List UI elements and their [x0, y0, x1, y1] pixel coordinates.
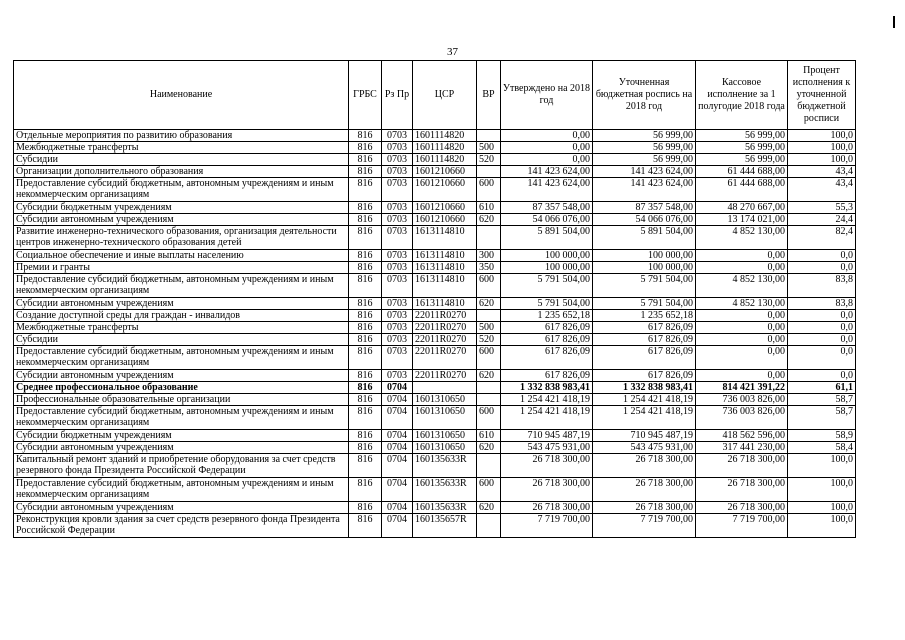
cell-csr: 1601210660	[413, 166, 477, 178]
cell-vr: 300	[477, 250, 501, 262]
cell-csr: 160135633R	[413, 478, 477, 502]
cell-csr: 1613114810	[413, 274, 477, 298]
column-header-rzpr: Рз Пр	[382, 61, 413, 130]
cell-grbs: 816	[349, 262, 382, 274]
column-header-percent: Процент исполнения к уточненной бюджетной росписи	[788, 61, 856, 130]
cell-refined: 87 357 548,00	[593, 202, 696, 214]
column-header-cash: Кассовое исполнение за 1 полугодие 2018 года	[696, 61, 788, 130]
cell-approved: 87 357 548,00	[501, 202, 593, 214]
cell-name: Среднее профессиональное образование	[14, 382, 349, 394]
cell-cash: 0,00	[696, 370, 788, 382]
table-row	[14, 298, 856, 310]
cell-rzpr: 0704	[382, 478, 413, 502]
cell-name: Капитальный ремонт зданий и приобретение оборудования за счет средств резервного фонда Президента Российской Федерации	[14, 454, 349, 478]
cell-rzpr: 0703	[382, 310, 413, 322]
cell-vr	[477, 394, 501, 406]
cell-name: Организации дополнительного образования	[14, 166, 349, 178]
cell-percent: 0,0	[788, 334, 856, 346]
table-row	[14, 382, 856, 394]
cell-refined: 26 718 300,00	[593, 454, 696, 478]
table-row	[14, 142, 856, 154]
cell-grbs: 816	[349, 130, 382, 142]
cell-approved: 7 719 700,00	[501, 514, 593, 538]
cell-refined: 543 475 931,00	[593, 442, 696, 454]
cell-csr: 160135657R	[413, 514, 477, 538]
cell-cash: 48 270 667,00	[696, 202, 788, 214]
cell-rzpr: 0703	[382, 226, 413, 250]
cell-csr: 160135633R	[413, 502, 477, 514]
cell-cash: 56 999,00	[696, 142, 788, 154]
cell-refined: 1 332 838 983,41	[593, 382, 696, 394]
cell-name: Межбюджетные трансферты	[14, 142, 349, 154]
cell-name: Субсидии автономным учреждениям	[14, 298, 349, 310]
cell-refined: 141 423 624,00	[593, 166, 696, 178]
cell-rzpr: 0703	[382, 370, 413, 382]
cell-cash: 61 444 688,00	[696, 166, 788, 178]
cell-refined: 5 791 504,00	[593, 274, 696, 298]
cell-vr: 600	[477, 478, 501, 502]
cell-vr	[477, 382, 501, 394]
table-row	[14, 430, 856, 442]
cell-approved: 1 254 421 418,19	[501, 394, 593, 406]
cell-grbs: 816	[349, 250, 382, 262]
cell-name: Межбюджетные трансферты	[14, 322, 349, 334]
cell-name: Премии и гранты	[14, 262, 349, 274]
cell-approved: 141 423 624,00	[501, 178, 593, 202]
cell-percent: 43,4	[788, 178, 856, 202]
cell-cash: 56 999,00	[696, 130, 788, 142]
table-row	[14, 334, 856, 346]
cell-refined: 56 999,00	[593, 130, 696, 142]
cell-cash: 814 421 391,22	[696, 382, 788, 394]
cell-rzpr: 0703	[382, 130, 413, 142]
cell-cash: 7 719 700,00	[696, 514, 788, 538]
cell-rzpr: 0703	[382, 202, 413, 214]
cell-rzpr: 0703	[382, 346, 413, 370]
cell-percent: 43,4	[788, 166, 856, 178]
cell-rzpr: 0703	[382, 166, 413, 178]
cell-vr: 600	[477, 346, 501, 370]
cell-grbs: 816	[349, 226, 382, 250]
table-row	[14, 454, 856, 478]
cell-refined: 100 000,00	[593, 250, 696, 262]
cell-grbs: 816	[349, 214, 382, 226]
cell-grbs: 816	[349, 514, 382, 538]
cell-csr: 1613114810	[413, 226, 477, 250]
cell-refined: 617 826,09	[593, 346, 696, 370]
cell-vr	[477, 514, 501, 538]
cell-percent: 0,0	[788, 310, 856, 322]
cell-rzpr: 0703	[382, 334, 413, 346]
cell-vr: 620	[477, 442, 501, 454]
cell-rzpr: 0704	[382, 442, 413, 454]
cell-name: Предоставление субсидий бюджетным, автономным учреждениям и иным некоммерческим организациям	[14, 274, 349, 298]
cell-percent: 58,4	[788, 442, 856, 454]
cell-grbs: 816	[349, 442, 382, 454]
cell-percent: 55,3	[788, 202, 856, 214]
cell-approved: 543 475 931,00	[501, 442, 593, 454]
table-row	[14, 226, 856, 250]
cell-approved: 617 826,09	[501, 370, 593, 382]
cell-vr	[477, 454, 501, 478]
cell-grbs: 816	[349, 202, 382, 214]
cell-rzpr: 0704	[382, 406, 413, 430]
table-row	[14, 514, 856, 538]
cell-refined: 617 826,09	[593, 370, 696, 382]
table-row	[14, 250, 856, 262]
cell-percent: 100,0	[788, 514, 856, 538]
cell-approved: 5 791 504,00	[501, 274, 593, 298]
cell-cash: 26 718 300,00	[696, 502, 788, 514]
cell-vr	[477, 226, 501, 250]
cell-cash: 418 562 596,00	[696, 430, 788, 442]
cell-rzpr: 0704	[382, 454, 413, 478]
cell-csr	[413, 382, 477, 394]
cell-name: Субсидии автономным учреждениям	[14, 214, 349, 226]
cell-grbs: 816	[349, 154, 382, 166]
table-row	[14, 406, 856, 430]
cell-percent: 100,0	[788, 478, 856, 502]
column-header-name: Наименование	[14, 61, 349, 130]
cell-name: Реконструкция кровли здания за счет средств резервного фонда Президента Российской Федерации	[14, 514, 349, 538]
cell-name: Субсидии бюджетным учреждениям	[14, 202, 349, 214]
cell-percent: 0,0	[788, 250, 856, 262]
cell-vr	[477, 310, 501, 322]
cell-approved: 100 000,00	[501, 250, 593, 262]
cell-rzpr: 0704	[382, 514, 413, 538]
cell-approved: 141 423 624,00	[501, 166, 593, 178]
cell-percent: 0,0	[788, 262, 856, 274]
cell-percent: 100,0	[788, 154, 856, 166]
cell-grbs: 816	[349, 382, 382, 394]
cell-name: Социальное обеспечение и иные выплаты населению	[14, 250, 349, 262]
cell-grbs: 816	[349, 298, 382, 310]
table-row	[14, 274, 856, 298]
cell-cash: 56 999,00	[696, 154, 788, 166]
cell-approved: 26 718 300,00	[501, 502, 593, 514]
cell-csr: 1601210660	[413, 178, 477, 202]
cell-approved: 26 718 300,00	[501, 478, 593, 502]
cell-csr: 1613114810	[413, 298, 477, 310]
cell-cash: 61 444 688,00	[696, 178, 788, 202]
cell-cash: 0,00	[696, 346, 788, 370]
cell-percent: 82,4	[788, 226, 856, 250]
table-row	[14, 346, 856, 370]
cell-cash: 26 718 300,00	[696, 454, 788, 478]
table-row	[14, 166, 856, 178]
cell-grbs: 816	[349, 502, 382, 514]
cell-cash: 736 003 826,00	[696, 406, 788, 430]
cell-csr: 1601310650	[413, 406, 477, 430]
cell-percent: 61,1	[788, 382, 856, 394]
cell-vr: 350	[477, 262, 501, 274]
cell-percent: 58,7	[788, 406, 856, 430]
column-header-grbs: ГРБС	[349, 61, 382, 130]
cell-percent: 83,8	[788, 274, 856, 298]
cell-percent: 58,9	[788, 430, 856, 442]
cell-grbs: 816	[349, 142, 382, 154]
cell-grbs: 816	[349, 166, 382, 178]
margin-mark	[893, 16, 895, 28]
cell-rzpr: 0703	[382, 142, 413, 154]
cell-percent: 100,0	[788, 142, 856, 154]
table-row	[14, 502, 856, 514]
cell-refined: 26 718 300,00	[593, 478, 696, 502]
cell-csr: 1613114810	[413, 250, 477, 262]
cell-cash: 4 852 130,00	[696, 274, 788, 298]
cell-name: Создание доступной среды для граждан - инвалидов	[14, 310, 349, 322]
cell-cash: 4 852 130,00	[696, 226, 788, 250]
table-row	[14, 202, 856, 214]
cell-name: Профессиональные образовательные организации	[14, 394, 349, 406]
cell-name: Предоставление субсидий бюджетным, автономным учреждениям и иным некоммерческим организациям	[14, 346, 349, 370]
cell-cash: 0,00	[696, 334, 788, 346]
page-number: 37	[447, 46, 458, 58]
cell-grbs: 816	[349, 346, 382, 370]
cell-refined: 1 254 421 418,19	[593, 406, 696, 430]
cell-approved: 617 826,09	[501, 334, 593, 346]
cell-vr: 600	[477, 274, 501, 298]
cell-rzpr: 0703	[382, 214, 413, 226]
cell-vr: 620	[477, 502, 501, 514]
cell-percent: 100,0	[788, 502, 856, 514]
column-header-vr: ВР	[477, 61, 501, 130]
cell-vr: 600	[477, 406, 501, 430]
cell-vr: 610	[477, 202, 501, 214]
table-row	[14, 442, 856, 454]
table-row	[14, 178, 856, 202]
table-header-row	[14, 61, 856, 130]
cell-cash: 0,00	[696, 310, 788, 322]
cell-grbs: 816	[349, 430, 382, 442]
cell-refined: 710 945 487,19	[593, 430, 696, 442]
cell-csr: 1601310650	[413, 394, 477, 406]
cell-refined: 56 999,00	[593, 154, 696, 166]
cell-csr: 22011R0270	[413, 310, 477, 322]
cell-refined: 1 235 652,18	[593, 310, 696, 322]
cell-percent: 83,8	[788, 298, 856, 310]
cell-approved: 1 235 652,18	[501, 310, 593, 322]
cell-csr: 1601310650	[413, 442, 477, 454]
cell-vr: 520	[477, 334, 501, 346]
cell-name: Предоставление субсидий бюджетным, автономным учреждениям и иным некоммерческим организациям	[14, 406, 349, 430]
cell-rzpr: 0703	[382, 322, 413, 334]
cell-grbs: 816	[349, 478, 382, 502]
cell-cash: 0,00	[696, 262, 788, 274]
cell-vr: 520	[477, 154, 501, 166]
cell-name: Субсидии	[14, 154, 349, 166]
cell-percent: 0,0	[788, 346, 856, 370]
cell-refined: 141 423 624,00	[593, 178, 696, 202]
cell-name: Субсидии бюджетным учреждениям	[14, 430, 349, 442]
cell-csr: 22011R0270	[413, 334, 477, 346]
cell-csr: 22011R0270	[413, 322, 477, 334]
cell-csr: 1601210660	[413, 214, 477, 226]
cell-cash: 317 441 230,00	[696, 442, 788, 454]
cell-approved: 710 945 487,19	[501, 430, 593, 442]
cell-rzpr: 0704	[382, 394, 413, 406]
cell-grbs: 816	[349, 334, 382, 346]
cell-refined: 7 719 700,00	[593, 514, 696, 538]
cell-grbs: 816	[349, 274, 382, 298]
cell-vr: 620	[477, 214, 501, 226]
cell-vr	[477, 130, 501, 142]
cell-grbs: 816	[349, 178, 382, 202]
cell-percent: 100,0	[788, 130, 856, 142]
cell-approved: 617 826,09	[501, 346, 593, 370]
cell-cash: 13 174 021,00	[696, 214, 788, 226]
cell-grbs: 816	[349, 322, 382, 334]
cell-csr: 1601310650	[413, 430, 477, 442]
cell-approved: 617 826,09	[501, 322, 593, 334]
cell-vr: 500	[477, 142, 501, 154]
cell-rzpr: 0704	[382, 382, 413, 394]
cell-refined: 617 826,09	[593, 334, 696, 346]
cell-name: Субсидии	[14, 334, 349, 346]
cell-grbs: 816	[349, 406, 382, 430]
cell-grbs: 816	[349, 370, 382, 382]
cell-csr: 1601114820	[413, 154, 477, 166]
column-header-approved: Утверждено на 2018 год	[501, 61, 593, 130]
column-header-csr: ЦСР	[413, 61, 477, 130]
cell-approved: 0,00	[501, 154, 593, 166]
cell-vr: 500	[477, 322, 501, 334]
cell-vr	[477, 166, 501, 178]
cell-approved: 26 718 300,00	[501, 454, 593, 478]
cell-percent: 24,4	[788, 214, 856, 226]
cell-percent: 0,0	[788, 322, 856, 334]
cell-vr: 620	[477, 370, 501, 382]
cell-name: Предоставление субсидий бюджетным, автономным учреждениям и иным некоммерческим организациям	[14, 478, 349, 502]
cell-refined: 1 254 421 418,19	[593, 394, 696, 406]
cell-refined: 5 791 504,00	[593, 298, 696, 310]
table-row	[14, 130, 856, 142]
cell-approved: 1 332 838 983,41	[501, 382, 593, 394]
cell-refined: 617 826,09	[593, 322, 696, 334]
table-row	[14, 478, 856, 502]
cell-grbs: 816	[349, 454, 382, 478]
cell-approved: 100 000,00	[501, 262, 593, 274]
cell-rzpr: 0704	[382, 430, 413, 442]
table-row	[14, 310, 856, 322]
cell-cash: 736 003 826,00	[696, 394, 788, 406]
table-body	[14, 130, 856, 538]
table-row	[14, 214, 856, 226]
cell-grbs: 816	[349, 310, 382, 322]
table-row	[14, 322, 856, 334]
cell-rzpr: 0703	[382, 298, 413, 310]
cell-name: Предоставление субсидий бюджетным, автономным учреждениям и иным некоммерческим организациям	[14, 178, 349, 202]
cell-csr: 1601114820	[413, 130, 477, 142]
cell-vr: 610	[477, 430, 501, 442]
cell-rzpr: 0704	[382, 502, 413, 514]
cell-approved: 54 066 076,00	[501, 214, 593, 226]
table-row	[14, 370, 856, 382]
cell-refined: 5 891 504,00	[593, 226, 696, 250]
table-row	[14, 154, 856, 166]
cell-vr: 620	[477, 298, 501, 310]
cell-name: Субсидии автономным учреждениям	[14, 502, 349, 514]
cell-cash: 26 718 300,00	[696, 478, 788, 502]
cell-refined: 56 999,00	[593, 142, 696, 154]
cell-approved: 0,00	[501, 130, 593, 142]
cell-cash: 4 852 130,00	[696, 298, 788, 310]
cell-rzpr: 0703	[382, 178, 413, 202]
cell-cash: 0,00	[696, 322, 788, 334]
cell-refined: 100 000,00	[593, 262, 696, 274]
cell-csr: 22011R0270	[413, 370, 477, 382]
cell-refined: 26 718 300,00	[593, 502, 696, 514]
cell-csr: 1601114820	[413, 142, 477, 154]
cell-rzpr: 0703	[382, 262, 413, 274]
cell-vr: 600	[477, 178, 501, 202]
table-row	[14, 394, 856, 406]
cell-grbs: 816	[349, 394, 382, 406]
cell-rzpr: 0703	[382, 250, 413, 262]
cell-cash: 0,00	[696, 250, 788, 262]
cell-rzpr: 0703	[382, 154, 413, 166]
cell-name: Отдельные мероприятия по развитию образования	[14, 130, 349, 142]
cell-name: Субсидии автономным учреждениям	[14, 370, 349, 382]
column-header-refined: Уточненная бюджетная роспись на 2018 год	[593, 61, 696, 130]
cell-approved: 5 891 504,00	[501, 226, 593, 250]
budget-table	[13, 60, 856, 538]
cell-percent: 0,0	[788, 370, 856, 382]
cell-approved: 0,00	[501, 142, 593, 154]
table-row	[14, 262, 856, 274]
cell-approved: 1 254 421 418,19	[501, 406, 593, 430]
cell-approved: 5 791 504,00	[501, 298, 593, 310]
cell-rzpr: 0703	[382, 274, 413, 298]
cell-csr: 22011R0270	[413, 346, 477, 370]
cell-name: Развитие инженерно-технического образования, организация деятельности центров инженерно-технического образования детей	[14, 226, 349, 250]
cell-percent: 100,0	[788, 454, 856, 478]
cell-csr: 160135633R	[413, 454, 477, 478]
cell-csr: 1613114810	[413, 262, 477, 274]
cell-refined: 54 066 076,00	[593, 214, 696, 226]
cell-percent: 58,7	[788, 394, 856, 406]
cell-csr: 1601210660	[413, 202, 477, 214]
cell-name: Субсидии автономным учреждениям	[14, 442, 349, 454]
